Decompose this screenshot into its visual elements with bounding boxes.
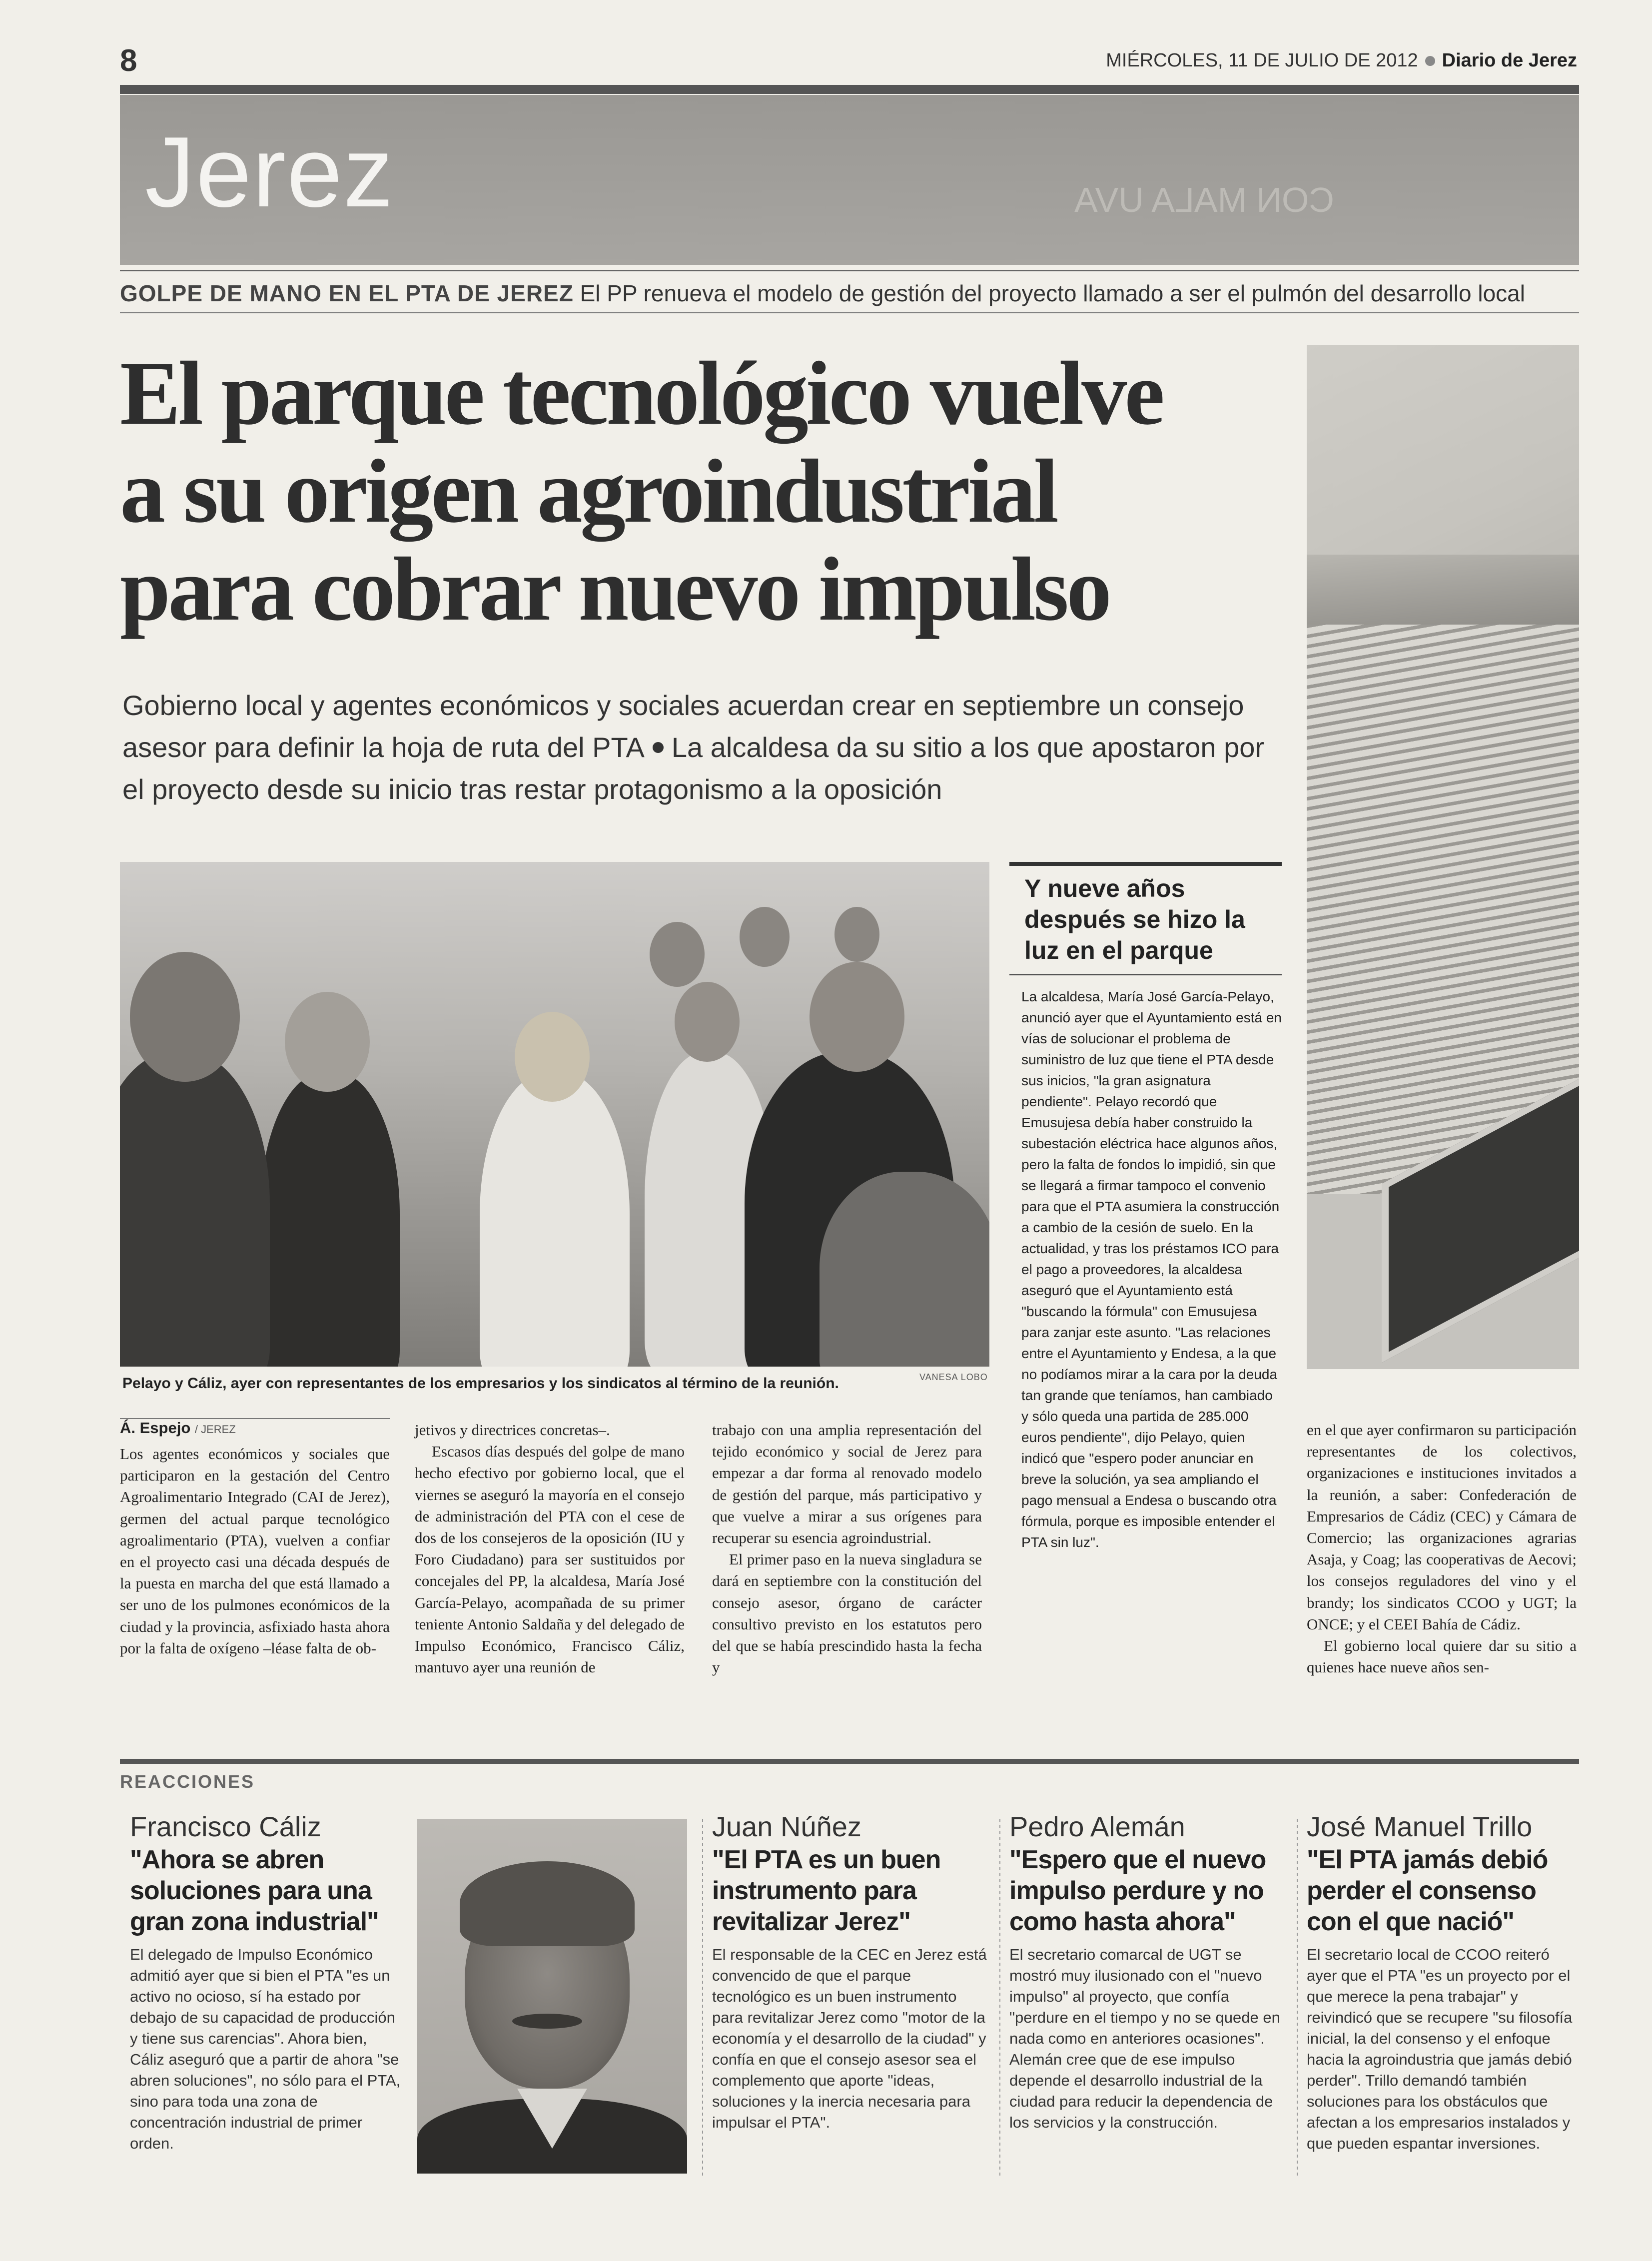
photo-caption: Pelayo y Cáliz, ayer con representantes de los empresarios y los sindicatos al término de la reunión. <box>122 1375 839 1392</box>
paragraph: en el que ayer confirmaron su participación representantes de los colectivos, organizaciones e instituciones invitados a la reunión, a saber: Confederación de Empresarios de Cádiz (CEC) y Cámara de Comercio; las organizaciones agrarias Asaja, y Coag; las cooperativas de Aecovi; los consejos reguladores del vino y el brandy; los sindicatos CCOO y UGT; la ONCE; y el CEEI Bahía de Cádiz. <box>1307 1421 1577 1633</box>
portrait-photo <box>417 1819 687 2174</box>
reaction-name: José Manuel Trillo <box>1307 1811 1533 1842</box>
headline-line: a su origen agroindustrial <box>120 441 1056 542</box>
bullet-icon <box>653 742 664 753</box>
reaction-quote: "Espero que el nuevo impulso perdure y no como hasta ahora" <box>1009 1845 1266 1936</box>
reaction-body: El secretario local de CCOO reiteró ayer que el PTA "es un proyecto por el que merece la pena trabajar" y reivindicó que se recupere "su filosofía inicial, la del consenso y el enfoque hacia la agroindustria que jamás debió perder". Trillo demandó también soluciones para los obstáculos que afectan a los empresarios instalados y que pueden espantar inversiones. <box>1307 1946 1573 2152</box>
building-photo <box>1307 345 1579 1369</box>
sidebar-title: Y nueve años después se hizo la luz en el parque <box>1009 866 1282 975</box>
reaction-name: Juan Núñez <box>712 1811 861 1842</box>
subhead-part: La alcaldesa da su sitio a los que apostaron por el proyecto desde su inicio tras restar protagonismo a la oposición <box>122 732 1265 805</box>
kicker <box>120 280 1525 307</box>
article-column-1 <box>120 1419 390 1659</box>
reactions-rule <box>120 1759 1579 1764</box>
reaction-quote: "El PTA jamás debió perder el consenso con el que nació" <box>1307 1845 1548 1936</box>
subhead-part: Gobierno local y agentes económicos y sociales acuerdan crear en septiembre un consejo asesor para definir la hoja de ruta del PTA <box>122 690 1244 763</box>
reaction-body: El responsable de la CEC en Jerez está convencido de que el parque tecnológico es un buen instrumento para revitalizar Jerez como "motor de la economía y el desarrollo de la ciudad" y confía en que el consejo asesor sea el complemento que aporte "ideas, soluciones y la inercia necesaria para impulsar el PTA". <box>712 1946 987 2131</box>
column-separator <box>702 1819 703 2179</box>
reaction-item <box>712 1811 987 2133</box>
top-rule <box>120 85 1579 94</box>
reaction-body: El secretario comarcal de UGT se mostró muy ilusionado con el "nuevo impulso" al proyecto, que confía "perdure en el tiempo y no se quede en nada como en anteriores ocasiones". Alemán cree que de ese impulso depende el desarrollo industrial de la ciudad para reducir la dependencia de los servicios y la construcción. <box>1009 1946 1280 2131</box>
reactions-label: REACCIONES <box>120 1771 255 1792</box>
paragraph: El gobierno local quiere dar su sitio a quienes hace nueve años sen- <box>1307 1637 1577 1676</box>
page-number: 8 <box>120 43 137 78</box>
reaction-item <box>130 1811 405 2154</box>
reaction-item <box>1009 1811 1284 2133</box>
column-separator <box>1297 1819 1298 2179</box>
newspaper-name: Diario de Jerez <box>1442 50 1577 71</box>
show-through-text: CON MALA UVA <box>1074 180 1334 219</box>
bullet-icon <box>1425 56 1435 66</box>
kicker-text: El PP renueva el modelo de gestión del proyecto llamado a ser el pulmón del desarrollo local <box>580 280 1525 306</box>
paragraph: trabajo con una amplia representación del tejido económico y social de Jerez para empezar a dar forma al renovado modelo de gestión del parque, más participativo y que vuelve a mirar a sus orígenes para recuperar su esencia agroindustrial. <box>712 1421 982 1547</box>
byline <box>120 1419 390 1437</box>
meeting-photo <box>120 862 989 1367</box>
kicker-label: GOLPE DE MANO EN EL PTA DE JEREZ <box>120 280 574 306</box>
kicker-rule <box>120 312 1579 313</box>
subheadline <box>122 685 1287 810</box>
section-title: Jerez <box>145 116 395 228</box>
article-column-2 <box>415 1419 685 1678</box>
headline-line: para cobrar nuevo impulso <box>120 539 1109 640</box>
byline-location: / JEREZ <box>194 1423 236 1436</box>
kicker-rule <box>120 270 1579 271</box>
reaction-body: El delegado de Impulso Económico admitió ayer que si bien el PTA "es un activo no ocioso, sí ha estado por debajo de su capacidad de producción y tiene sus carencias". Ahora bien, Cáliz aseguró que a partir de ahora "se abren soluciones", no sólo para el PTA, sino para toda una zona de concentración industrial de primer orden. <box>130 1946 401 2152</box>
sidebar-box <box>1009 862 1282 1553</box>
paragraph: Escasos días después del golpe de mano hecho efectivo por gobierno local, que el viernes se aseguró la mayoría en el consejo de administración del PTA con el cese de dos de los consejeros de la oposición (IU y Foro Ciudadano) para ser sustituidos por concejales del PP, la alcaldesa, María José García-Pelayo, acompañada de su primer teniente Antonio Saldaña y del delegado de Impulso Económico, Francisco Cáliz, mantuvo ayer una reunión de <box>415 1443 685 1676</box>
reaction-quote: "El PTA es un buen instrumento para revitalizar Jerez" <box>712 1845 941 1936</box>
photo-credit: VANESA LOBO <box>919 1372 988 1382</box>
reaction-name: Francisco Cáliz <box>130 1811 321 1842</box>
reaction-name: Pedro Alemán <box>1009 1811 1185 1842</box>
headline-line: El parque tecnológico vuelve <box>120 343 1163 444</box>
reaction-item <box>1307 1811 1582 2154</box>
paragraph: jetivos y directrices concretas–. <box>415 1421 610 1439</box>
headline <box>120 345 1319 639</box>
page-header-info <box>1106 50 1577 71</box>
sidebar-body: La alcaldesa, María José García-Pelayo, anunció ayer que el Ayuntamiento está en vías de solucionar el problema de suministro de luz que tiene el PTA desde sus inicios, "la gran asignatura pendiente". Pelayo recordó que Emusujesa debía haber construido la subestación eléctrica hace algunos años, pero la falta de fondos lo impidió, sin que se llegará a firmar tampoco el convenio para que el PTA asumiera la construcción a cambio de la cesión de suelo. En la actualidad, y tras los préstamos ICO para el pago a proveedores, la alcaldesa aseguró que el Ayuntamiento está "buscando la fórmula" con Emusujesa para zanjar este asunto. "Las relaciones entre el Ayuntamiento y Endesa, a la que no podíamos mirar a la cara por la deuda tan grande que teníamos, han cambiado y sólo queda una partida de 285.000 euros pendiente", dijo Pelayo, quien indicó que "espero poder anunciar en breve la solución, ya sea ampliando el pago mensual a Endesa o buscando otra fórmula, porque es imposible entender el PTA sin luz". <box>1021 989 1282 1550</box>
reaction-quote: "Ahora se abren soluciones para una gran zona industrial" <box>130 1845 379 1936</box>
article-column-3 <box>712 1419 982 1678</box>
header-date: MIÉRCOLES, 11 DE JULIO DE 2012 <box>1106 50 1418 71</box>
author: Á. Espejo <box>120 1419 191 1437</box>
column-separator <box>999 1819 1000 2179</box>
article-column-4 <box>1307 1419 1577 1678</box>
paragraph: El primer paso en la nueva singladura se dará en septiembre con la constitución del consejo asesor, órgano de carácter consultivo previsto en los estatutos pero del que se había prescindido hasta la fecha y <box>712 1550 982 1676</box>
paragraph: Los agentes económicos y sociales que participaron en la gestación del Centro Agroalimentario Integrado (CAI de Jerez), germen del actual parque tecnológico agroalimentario (PTA), vuelven a confiar en el proyecto casi una década después de la puesta en marcha del que está llamado a ser uno de los pulmones económicos de la ciudad y la provincia, asfixiado hasta ahora por la falta de oxígeno –léase falta de ob- <box>120 1445 390 1657</box>
